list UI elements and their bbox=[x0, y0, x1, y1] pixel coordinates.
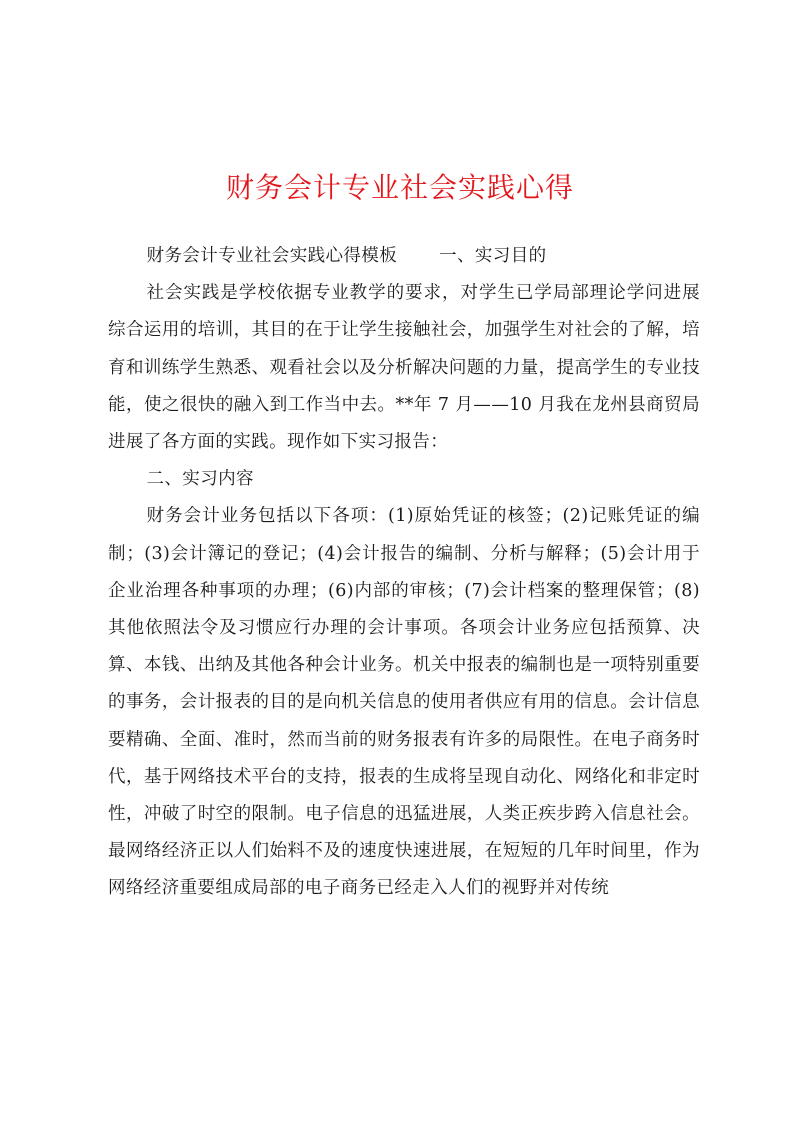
intro-line bbox=[108, 238, 700, 275]
paragraph-content: 财务会计业务包括以下各项：(1)原始凭证的核签；(2)记账凭证的编制；(3)会计簿记的登记；(4)会计报告的编制、分析与解释；(5)会计用于企业治理各种事项的办理；(6)内部的审核；(7)会计档案的整理保管；(8)其他依照法令及习惯应行办理的会计事项。各项会计业务应包括预算、决算、本钱、出纳及其他各种会计业务。机关中报表的编制也是一项特别重要的事务，会计报表的目的是向机关信息的使用者供应有用的信息。会计信息要精确、全面、准时，然而当前的财务报表有许多的局限性。在电子商务时代，基于网络技术平台的支持，报表的生成将呈现自动化、网络化和非定时性，冲破了时空的限制。电子信息的迅猛进展，人类正疾步跨入信息社会。最网络经济正以人们始料不及的速度快速进展，在短短的几年时间里，作为网络经济重要组成局部的电子商务已经走入人们的视野并对传统 bbox=[108, 506, 700, 899]
paragraph-purpose: 社会实践是学校依据专业教学的要求，对学生已学局部理论学问进展综合运用的培训，其目的在于让学生接触社会，加强学生对社会的了解，培育和训练学生熟悉、观看社会以及分析解决问题的力量，提高学生的专业技能，使之很快的融入到工作当中去。**年 7 月——10 月我在龙州县商贸局进展了各方面的实践。现作如下实习报告： bbox=[108, 283, 700, 453]
template-name: 财务会计专业社会实践心得模板 bbox=[146, 246, 398, 266]
document-body bbox=[108, 238, 700, 908]
section1-heading: 一、实习目的 bbox=[439, 246, 547, 266]
document-title: 财务会计专业社会实践心得 bbox=[225, 171, 574, 204]
section2-heading: 二、实习内容 bbox=[146, 469, 254, 490]
